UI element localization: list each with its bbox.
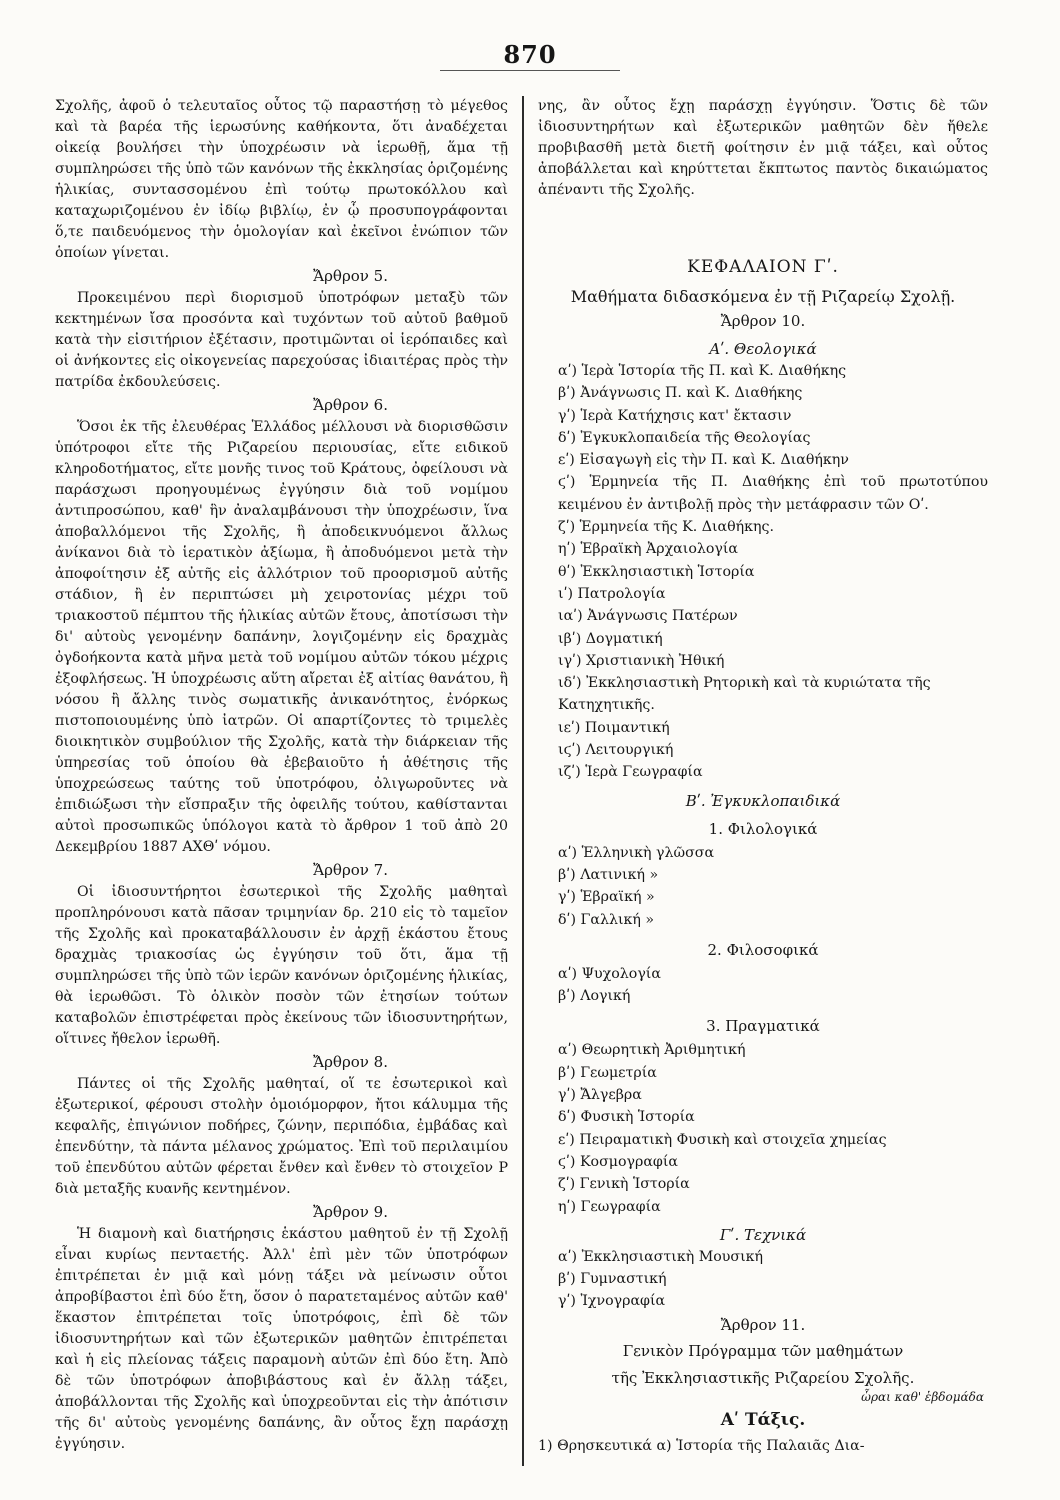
- list-item: εʹ) Εἰσαγωγὴ εἰς τὴν Π. καὶ Κ. Διαθήκην: [558, 452, 849, 469]
- hours-per-week-label: ὧραι καθ' ἑβδομάδα: [861, 1389, 984, 1404]
- list-item: αʹ) Θεωρητικὴ Ἀριθμητική: [558, 1042, 746, 1059]
- list-item: δʹ) Γαλλική »: [558, 911, 655, 928]
- list-item: ηʹ) Γεωγραφία: [558, 1198, 661, 1215]
- philology-heading: 1. Φιλολογικά: [708, 819, 818, 838]
- article-7-heading: Ἄρθρον 7.: [313, 861, 388, 879]
- list-item: αʹ) Ἑλληνικὴ γλῶσσα: [558, 844, 715, 861]
- list-item: ιϛʹ) Λειτουργική: [558, 742, 674, 759]
- article-4-continuation: Σχολῆς, ἀφοῦ ὁ τελευταῖος οὗτος τῷ παραστήσῃ τὸ μέγεθος καὶ τὰ βαρέα τῆς ἱερωσύνης καθήκοντα, ὅτι ἀναδέχεται οἰκείᾳ βουλήσει τὴν ὑποχρέωσιν νὰ ἱερωθῇ, ἅμα τῇ συμπληρώσει τῆς ὑπὸ τῶν κανόνων τῆς ἐκκλησίας ὁριζομένης ἡλικίας, συντασσομένου ἐπὶ τούτῳ πρωτοκόλλου καὶ καταχωριζομένου ἐν ἰδίῳ βιβλίῳ, ἐν ᾧ προσυπογράφονται ὅ,τε παιδευόμενος τὴν ὁμολογίαν καὶ ἐκεῖνοι ἐνώπιον τῶν ὁποίων γίνεται.: [55, 98, 508, 261]
- page-number: 870: [503, 40, 557, 69]
- list-item: ζʹ) Γενικὴ Ἱστορία: [558, 1176, 690, 1193]
- list-item: βʹ) Λατινική »: [558, 866, 659, 883]
- list-item: γʹ) Ἰχνογραφία: [558, 1293, 666, 1310]
- article-7-text: Οἱ ἰδιοσυντήρητοι ἐσωτερικοὶ τῆς Σχολῆς μαθηταὶ προπληρόνουσι κατὰ πᾶσαν τριμηνίαν δρ. 210 εἰς τὸ ταμεῖον τῆς Σχολῆς καὶ προκαταβάλλουσιν ἐν ἀρχῇ ἑκάστου ἔτους δραχμὰς τριακοσίας ὡς ἐγγύησιν τοῦ ὅτι, ἅμα τῇ συμπληρώσει τῆς ὑπὸ τῶν ἱερῶν κανόνων ὁριζομένης ἡλικίας, θὰ ἱερωθῶσι. Τὸ ὁλικὸν ποσὸν τῶν ἐτησίων τούτων καταβολῶν ἐπιστρέφεται πρὸς ἐκείνους τῶν ἰδιοσυντηρήτων, οἵτινες ἤθελον ἱερωθῆ.: [55, 884, 508, 1047]
- list-item: γʹ) Ἑβραϊκή »: [558, 889, 655, 906]
- encyclopaedic-heading: Βʹ. Ἐγκυκλοπαιδικά: [685, 791, 841, 810]
- page-number-rule: [440, 70, 620, 71]
- article-8-heading: Ἄρθρον 8.: [313, 1053, 388, 1071]
- list-item: ιζʹ) Ἱερὰ Γεωγραφία: [558, 764, 703, 781]
- list-item: θʹ) Ἐκκλησιαστικὴ Ἱστορία: [558, 563, 755, 580]
- list-item: ϛʹ) Κοσμογραφία: [558, 1153, 679, 1170]
- list-item: αʹ) Ἱερὰ Ἱστορία τῆς Π. καὶ Κ. Διαθήκης: [558, 363, 847, 379]
- right-column: [538, 96, 988, 1457]
- list-item: αʹ) Ψυχολογία: [558, 965, 661, 982]
- list-item: αʹ) Ἐκκλησιαστικὴ Μουσική: [558, 1248, 764, 1265]
- list-item: εʹ) Πειραματικὴ Φυσικὴ καὶ στοιχεῖα χημείας: [558, 1131, 887, 1148]
- list-item: βʹ) Γυμναστική: [558, 1271, 667, 1288]
- list-item: ηʹ) Ἑβραϊκὴ Ἀρχαιολογία: [558, 541, 739, 558]
- list-item: γʹ) Ἱερὰ Κατήχησις κατ' ἔκτασιν: [558, 407, 792, 424]
- article-5-text: Προκειμένου περὶ διορισμοῦ ὑποτρόφων μεταξὺ τῶν κεκτημένων ἴσα προσόντα καὶ τυχόντων τοῦ αὐτοῦ βαθμοῦ κατὰ τὴν εἰσιτήριον ἐξέτασιν, προτιμῶνται οἱ ἱερόπαιδες καὶ οἱ ἀνήκοντες εἰς οἰκογενείας παρεχούσας ἰδιαιτέρας πρὸς τὴν πατρίδα ἐκδουλεύσεις.: [55, 290, 508, 390]
- list-item: δʹ) Ἐγκυκλοπαιδεία τῆς Θεολογίας: [558, 429, 811, 446]
- article-6-heading: Ἄρθρον 6.: [313, 396, 388, 414]
- list-item: ϛʹ) Ἑρμηνεία τῆς Π. Διαθήκης ἐπὶ τοῦ πρωτοτύπου κειμένου ἐν ἀντιβολῇ πρὸς τὴν μετάφρασιν τῶν Οʹ.: [558, 474, 988, 513]
- article-9-end: νης, ἂν οὗτος ἔχῃ παράσχῃ ἐγγύησιν. Ὅστις δὲ τῶν ἰδιοσυντηρήτων καὶ ἐξωτερικῶν μαθητῶν δὲν ἤθελε προβιβασθῆ μετὰ διετῆ φοίτησιν ἐν μιᾷ τάξει, καὶ οὗτος ἀποβάλλεται καὶ κηρύττεται ἔκπτωτος παντὸς δικαιώματος ἀπέναντι τῆς Σχολῆς.: [538, 98, 988, 198]
- practical-heading: 3. Πραγματικά: [706, 1017, 820, 1036]
- article-9-heading: Ἄρθρον 9.: [313, 1203, 388, 1221]
- list-item: βʹ) Ἀνάγνωσις Π. καὶ Κ. Διαθήκης: [558, 385, 803, 402]
- philosophy-list: [538, 963, 988, 1008]
- list-item: ιεʹ) Ποιμαντική: [558, 719, 670, 736]
- theology-list: [538, 360, 988, 784]
- list-item: ιγʹ) Χριστιανικὴ Ἠθική: [558, 652, 725, 669]
- list-item: ιβʹ) Δογματική: [558, 630, 663, 647]
- article-5-heading: Ἄρθρον 5.: [313, 267, 388, 285]
- list-item: βʹ) Λογική: [558, 988, 631, 1005]
- class-a-first-line: 1) Θρησκευτικά α) Ἱστορία τῆς Παλαιᾶς Δια-: [538, 1437, 865, 1454]
- list-item: ιαʹ) Ἀνάγνωσις Πατέρων: [558, 608, 738, 625]
- column-divider: [522, 96, 524, 1466]
- general-program-title: Γενικὸν Πρόγραμμα τῶν μαθημάτων: [622, 1341, 904, 1360]
- technical-heading: Γʹ. Τεχνικά: [719, 1225, 807, 1244]
- general-program-subtitle: τῆς Ἐκκλησιαστικῆς Ριζαρείου Σχολῆς.: [611, 1368, 915, 1387]
- left-column: [55, 96, 508, 1455]
- list-item: ιδʹ) Ἐκκλησιαστικὴ Ρητορικὴ καὶ τὰ κυριώτατα τῆς Κατηχητικῆς.: [558, 675, 931, 714]
- philology-list: [538, 842, 988, 931]
- list-item: ζʹ) Ἑρμηνεία τῆς Κ. Διαθήκης.: [558, 519, 774, 536]
- class-a-heading: Αʹ Τάξις.: [720, 1409, 806, 1430]
- article-8-text: Πάντες οἱ τῆς Σχολῆς μαθηταί, οἵ τε ἐσωτερικοὶ καὶ ἐξωτερικοί, φέρουσι στολὴν ὁμοιόμορφον, ἤτοι κάλυμμα τῆς κεφαλῆς, ἐπιγώνιον ποδήρες, ζώνην, περιπόδια, ἐμβάδας καὶ ἐπενδύτην, τὰ πάντα μέλανος χρώματος. Ἐπὶ τοῦ περιλαιμίου τοῦ ἐπενδύτου αὐτῶν φέρεται ἔνθεν καὶ ἔνθεν τὸ στοιχεῖον Ρ διὰ μεταξῆς κυανῆς κεντημένον.: [55, 1076, 508, 1197]
- philosophy-heading: 2. Φιλοσοφικά: [707, 940, 819, 959]
- article-9-text: Ἡ διαμονὴ καὶ διατήρησις ἑκάστου μαθητοῦ ἐν τῇ Σχολῇ εἶναι κυρίως πενταετής. Ἀλλ' ἐπὶ μὲν τῶν ὑποτρόφων ἐπιτρέπεται ἐν μιᾷ καὶ μόνῃ τάξει νὰ μείνωσιν οὗτοι ἀπροβίβαστοι ἐπὶ δύο ἔτη, ὅσον ὁ παρατεταμένος αὐτῶν καθ' ἕκαστον ἐπιτρέπεται τοῖς ὑποτρόφοις, ἐπὶ δὲ τῶν ἰδιοσυντηρήτων καὶ τῶν ἐξωτερικῶν μαθητῶν ἐπιτρέπεται καὶ ἡ εἰς πλείονας τάξεις παραμονὴ αὐτῶν ἐπὶ δύο ἔτη. Ἀπὸ δὲ τῶν ὑποτρόφων ἀποβιβάστους καὶ ἐν ἄλλῃ τάξει, ἀποβάλλονται τῆς Σχολῆς καὶ ὑποχρεοῦνται εἰς τὴν ἀπότισιν τῆς δι' αὐτοὺς γενομένης δαπάνης, ἂν οὗτος ἔχῃ παράσχῃ ἐγγύησιν.: [55, 1226, 508, 1452]
- list-item: γʹ) Ἄλγεβρα: [558, 1087, 642, 1104]
- article-11-heading: Ἄρθρον 11.: [720, 1315, 806, 1334]
- article-6-text: Ὅσοι ἐκ τῆς ἐλευθέρας Ἑλλάδος μέλλουσι νὰ διορισθῶσιν ὑπότροφοι εἴτε τῆς Ριζαρείου περιουσίας, εἴτε ειδικοῦ κληροδοτήματος, εἴτε μονῆς τινος τοῦ Κράτους, ὀφείλουσι νὰ παράσχωσι προηγουμένως ἐγγύησιν διὰ τοῦ νομίμου ἀντιπροσώπου, καθ' ἣν ἀναλαμβάνουσι τὴν ὑποχρέωσιν, ἵνα ἀποβαλλόμενοι τῆς Σχολῆς, ἢ ἀποδεικνυόμενοι ἄλλως ἀνίκανοι διὰ τὸ ἱερατικὸν ἀξίωμα, ἢ ἀποδυόμενοι μετὰ τὴν ἀποφοίτησιν ἐξ αὐτῆς εἰς ἀλλότριον τοῦ προορισμοῦ αὐτῆς στάδιον, ἢ ἐν περιπτώσει μὴ χειροτονίας μέχρι τοῦ τριακοστοῦ πέμπτου τῆς ἡλικίας αὐτῶν ἔτους, ἀποτίσωσι τὴν δι' αὐτοὺς γενομένην δαπάνην, λογιζομένην εἰς δραχμὰς ὀγδοήκοντα κατὰ μῆνα μετὰ τοῦ νομίμου αὐτῶν τόκου μέχρις ἐξοφλήσεως. Ἡ ὑποχρέωσις αὕτη αἴρεται ἐξ αἰτίας θανάτου, ἢ νόσου ἢ ἄλλης τινὸς σωματικῆς ἀνικανότητος, ἐνόρκως πιστοποιουμένης ὑπὸ ἰατρῶν. Οἱ απαρτίζοντες τὸ τριμελὲς διοικητικὸν συμβούλιον τῆς Σχολῆς, κατὰ τὴν διάρκειαν τῆς ὑπηρεσίας τοῦ ὁποίου θὰ ἐβεβαιοῦτο ἡ ἀθέτησις τῆς ὑποχρεώσεως ταύτης τοῦ ὑποτρόφου, ὀλιγωροῦντες νὰ ἐπιδιώξωσι τὴν εἴσπραξιν τῆς ὀφειλῆς τούτου, καθίστανται αὐτοὶ προσωπικῶς ὑπόλογοι κατὰ τὸ ἄρθρον 1 τοῦ ἀπὸ 20 Δεκεμβρίου 1887 ΑΧΘʹ νόμου.: [55, 419, 508, 855]
- theology-heading: Αʹ. Θεολογικά: [709, 340, 817, 358]
- chapter-heading: ΚΕΦΑΛΑΙΟΝ Γʹ.: [687, 257, 839, 277]
- article-10-heading: Ἄρθρον 10.: [720, 312, 806, 330]
- list-item: βʹ) Γεωμετρία: [558, 1064, 657, 1081]
- technical-list: [538, 1246, 988, 1313]
- practical-list: [538, 1039, 988, 1217]
- list-item: δʹ) Φυσικὴ Ἱστορία: [558, 1109, 695, 1126]
- chapter-title: Μαθήματα διδασκόμενα ἐν τῇ Ριζαρείῳ Σχολῇ.: [570, 287, 956, 306]
- list-item: ιʹ) Πατρολογία: [558, 585, 666, 602]
